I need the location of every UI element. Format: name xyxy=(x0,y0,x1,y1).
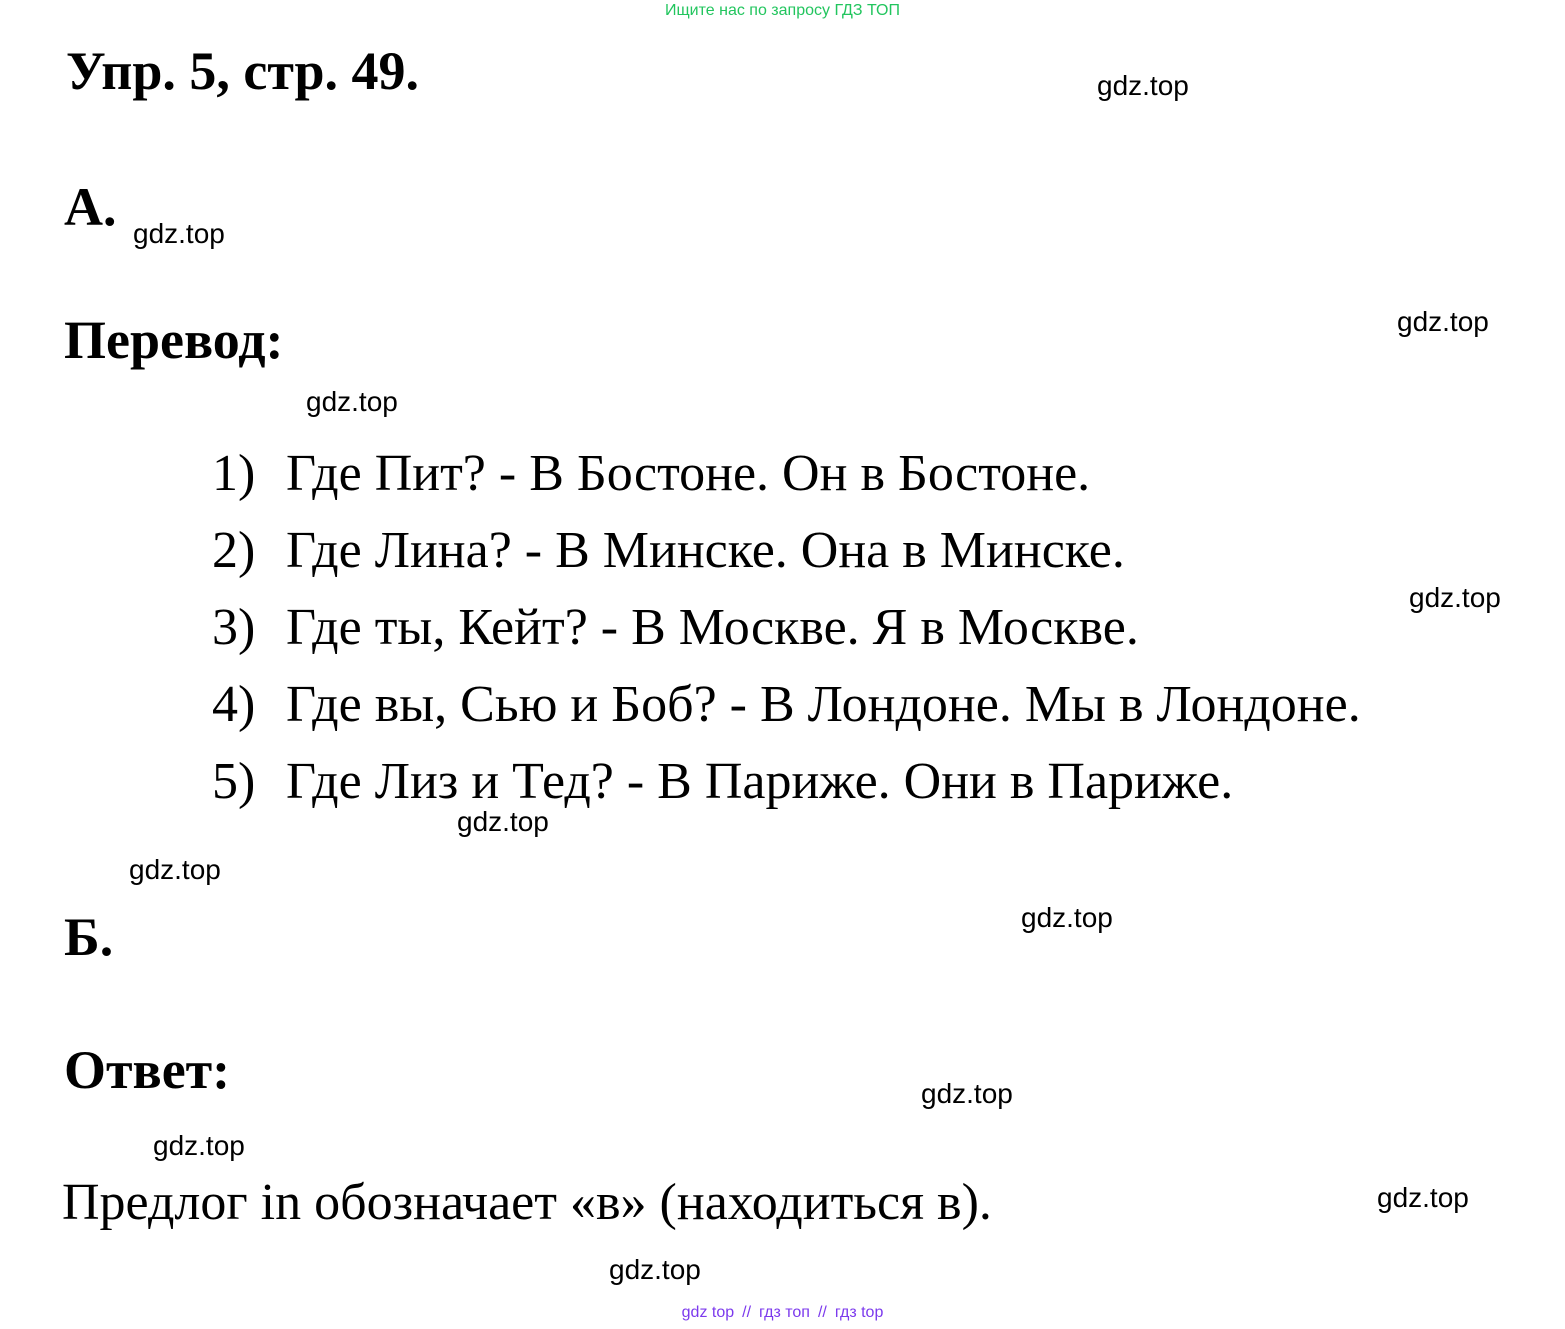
footer-separator: // xyxy=(742,1304,752,1321)
list-item-number: 2) xyxy=(212,522,256,579)
list-item-number: 5) xyxy=(212,753,256,810)
watermark: gdz.top xyxy=(1397,306,1489,337)
footer-link[interactable]: гдз top xyxy=(834,1304,884,1321)
watermark: gdz.top xyxy=(153,1130,245,1161)
list-item xyxy=(212,445,1091,502)
list-item-number: 3) xyxy=(212,599,256,656)
footer-link[interactable]: gdz top xyxy=(681,1304,735,1321)
watermark: gdz.top xyxy=(1409,582,1501,613)
watermark: gdz.top xyxy=(1021,902,1113,933)
exercise-heading: Упр. 5, стр. 49. xyxy=(66,41,420,101)
answer-text: Предлог in обозначает «в» (находиться в). xyxy=(62,1174,992,1231)
watermark: gdz.top xyxy=(129,854,221,885)
list-item-number: 4) xyxy=(212,676,256,733)
watermark: gdz.top xyxy=(609,1254,701,1285)
watermark: gdz.top xyxy=(306,386,398,417)
list-item xyxy=(212,753,1234,810)
translation-heading: Перевод: xyxy=(64,310,284,370)
list-item-number: 1) xyxy=(212,445,256,502)
answer-heading: Ответ: xyxy=(64,1040,231,1100)
list-item xyxy=(212,599,1139,656)
footer-links xyxy=(0,1304,1565,1322)
watermark: gdz.top xyxy=(921,1078,1013,1109)
watermark: gdz.top xyxy=(1377,1182,1469,1213)
list-item xyxy=(212,522,1125,579)
list-item-text: Где ты, Кейт? - В Москве. Я в Москве. xyxy=(286,599,1139,656)
watermark: gdz.top xyxy=(457,806,549,837)
list-item-text: Где Лиз и Тед? - В Париже. Они в Париже. xyxy=(286,753,1234,810)
watermark: gdz.top xyxy=(133,218,225,249)
footer-link[interactable]: гдз топ xyxy=(759,1304,810,1321)
list-item-text: Где Лина? - В Минске. Она в Минске. xyxy=(286,522,1125,579)
section-a-label: А. xyxy=(64,177,117,237)
list-item-text: Где вы, Сью и Боб? - В Лондоне. Мы в Лондоне. xyxy=(286,676,1361,733)
watermark: gdz.top xyxy=(1097,70,1189,101)
footer-separator: // xyxy=(817,1304,827,1321)
top-banner: Ищите нас по запросу ГДЗ ТОП xyxy=(665,2,900,19)
list-item-text: Где Пит? - В Бостоне. Он в Бостоне. xyxy=(286,445,1091,502)
list-item xyxy=(212,676,1361,733)
section-b-label: Б. xyxy=(64,907,114,967)
